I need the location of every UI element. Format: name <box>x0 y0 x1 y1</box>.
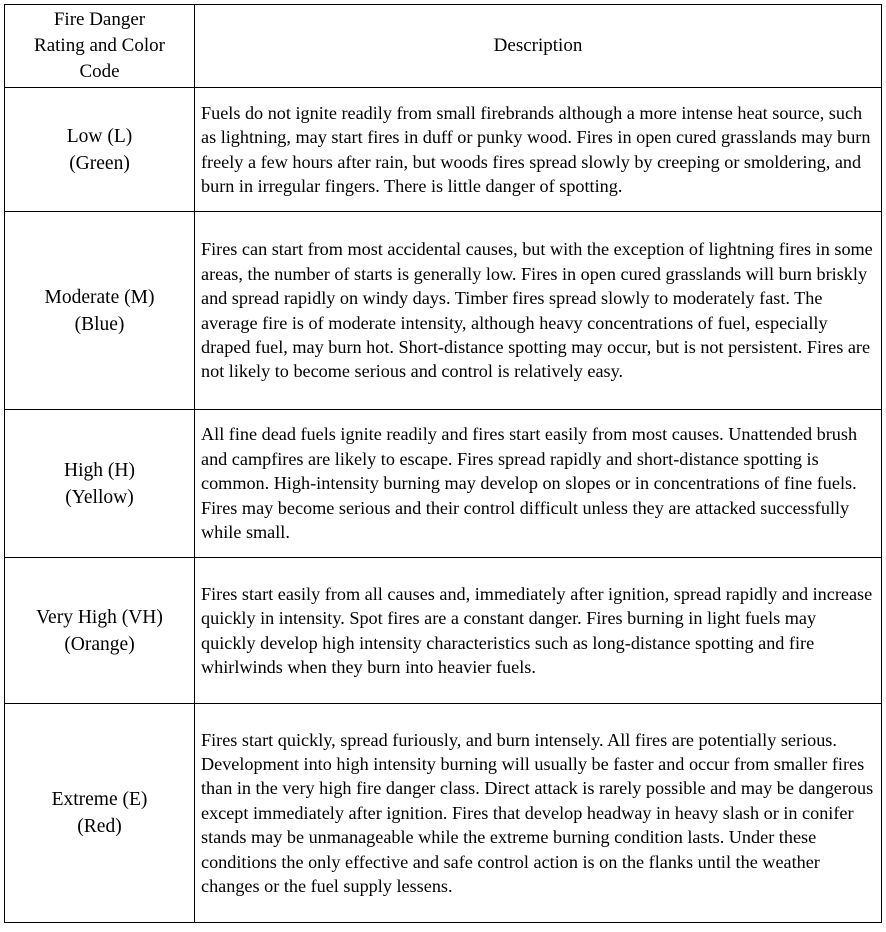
rating-cell <box>5 212 195 410</box>
rating-color: (Blue) <box>74 313 125 335</box>
header-rating-line: Rating and Color <box>34 35 165 56</box>
description-cell: Fires can start from most accidental causes, but with the exception of lightning fires in some areas, the number of starts is generally low. Fires in open cured grasslands will burn briskly and spread rapidly on windy days. Timber fires spread slowly to moderately fast. The average fire is of moderate intensity, although heavy concentrations of fuel, especially draped fuel, may burn hot. Short-distance spotting may occur, but is not persistent. Fires are not likely to become serious and control is relatively easy. <box>195 212 882 410</box>
description-cell: Fires start quickly, spread furiously, and burn intensely. All fires are potentially serious. Development into high intensity burning will usually be faster and occur from smaller fires than in the very high fire danger class. Direct attack is rarely possible and may be dangerous except immediately after ignition. Fires that develop headway in heavy slash or in conifer stands may be unmanageable while the extreme burning condition lasts. Under these conditions the only effective and safe control action is on the flanks until the weather changes or the fuel supply lessens. <box>195 704 882 923</box>
fire-danger-document <box>4 4 882 928</box>
rating-color: (Orange) <box>64 633 135 655</box>
fire-danger-table <box>4 4 882 923</box>
description-cell: Fuels do not ignite readily from small firebrands although a more intense heat source, such as lightning, may start fires in duff or punky wood. Fires in open cured grasslands may burn freely a few hours after rain, but woods fires spread slowly by creeping or smoldering, and burn in irregular fingers. There is little danger of spotting. <box>195 88 882 212</box>
description-cell: Fires start easily from all causes and, immediately after ignition, spread rapidly and increase quickly in intensity. Spot fires are a constant danger. Fires burning in light fuels may quickly develop high intensity characteristics such as long-distance spotting and fire whirlwinds when they burn into heavier fuels. <box>195 558 882 704</box>
rating-label: Very High (VH) <box>36 606 163 628</box>
header-rating-line: Code <box>79 61 120 82</box>
table-row <box>5 88 882 212</box>
rating-label: Extreme (E) <box>51 789 148 810</box>
rating-cell <box>5 88 195 212</box>
header-rating <box>5 5 195 88</box>
rating-color: (Red) <box>77 816 122 837</box>
rating-label: High (H) <box>64 459 135 481</box>
rating-cell <box>5 410 195 558</box>
table-row <box>5 558 882 704</box>
rating-cell <box>5 704 195 923</box>
header-rating-line: Fire Danger <box>53 9 146 30</box>
rating-label: Moderate (M) <box>44 286 155 308</box>
rating-color: (Green) <box>69 152 130 174</box>
rating-color: (Yellow) <box>65 486 134 508</box>
rating-cell <box>5 558 195 704</box>
table-header-row <box>5 5 882 88</box>
header-description: Description <box>195 5 882 88</box>
description-cell: All fine dead fuels ignite readily and fires start easily from most causes. Unattended brush and campfires are likely to escape. Fires spread rapidly and short-distance spotting is common. High-intensity burning may develop on slopes or in concentrations of fine fuels. Fires may become serious and their control difficult unless they are attacked successfully while small. <box>195 410 882 558</box>
rating-label: Low (L) <box>66 125 133 147</box>
table-row <box>5 704 882 923</box>
table-row <box>5 212 882 410</box>
table-row <box>5 410 882 558</box>
